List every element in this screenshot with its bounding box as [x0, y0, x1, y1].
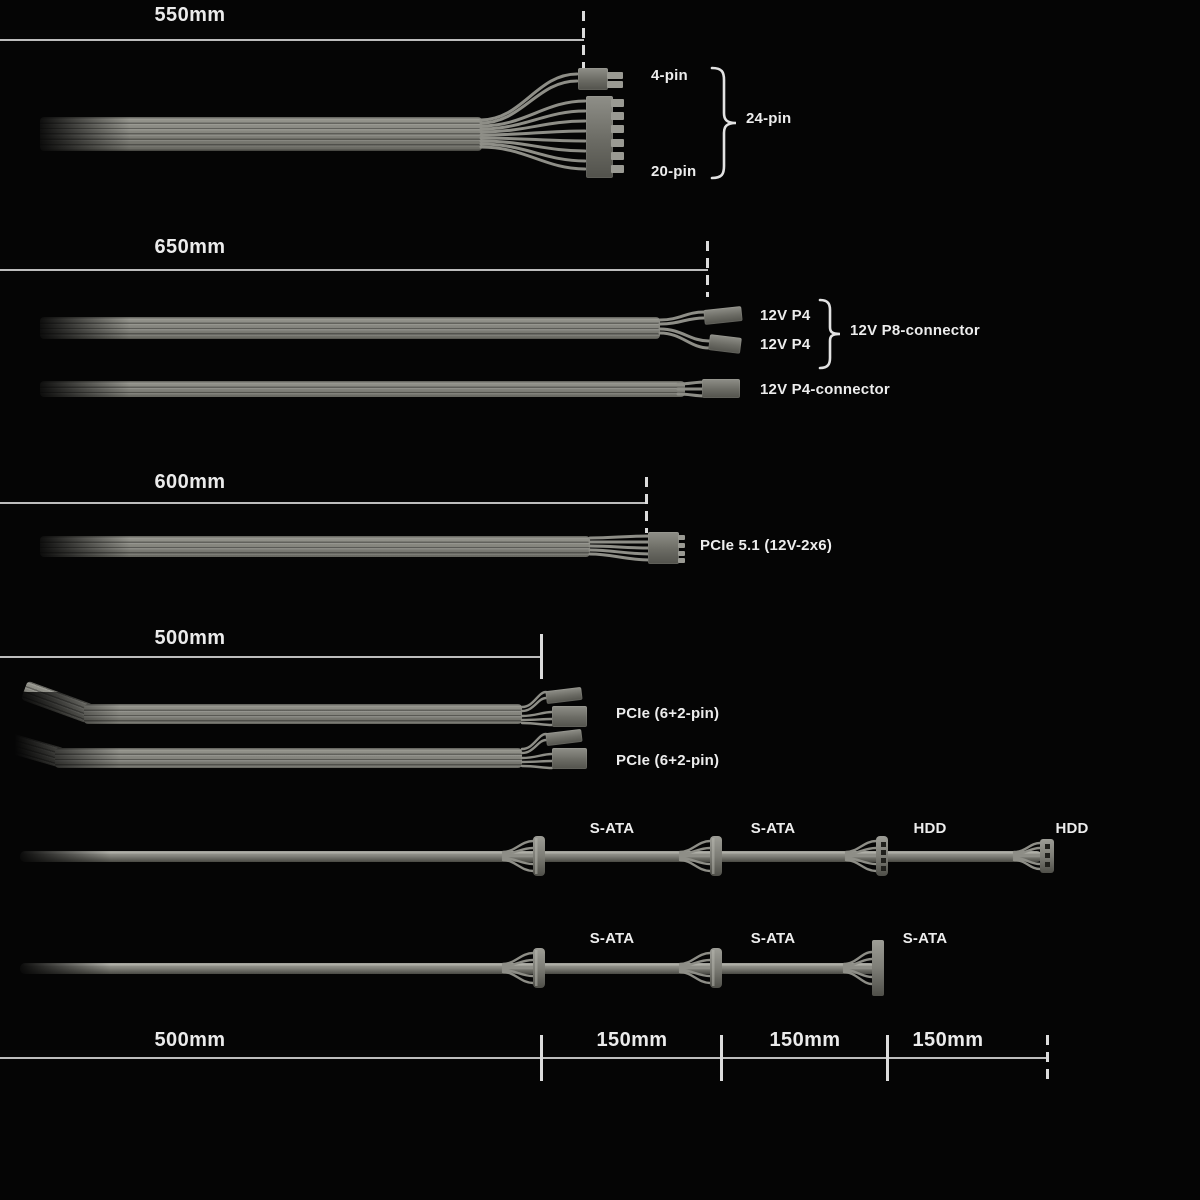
atx-20pin-connector [586, 96, 613, 178]
scale-tick-3 [886, 1035, 889, 1081]
atx-4pin-label: 4-pin [651, 67, 688, 84]
pcie51-pin [678, 535, 685, 540]
pcie51-connector-label: PCIe 5.1 (12V-2x6) [700, 537, 833, 554]
atx-4pin-pin [607, 72, 623, 79]
cpu-p8-cable-fade [20, 312, 130, 344]
scale-seg-150mm-1: 150mm [596, 1029, 668, 1051]
pcie-cable2 [55, 748, 522, 768]
cpu-p4-cable [40, 381, 685, 397]
pcie51-cable-fade [20, 531, 130, 561]
cpu-p4-top-label: 12V P4 [760, 307, 811, 324]
cpu-p8-group-label: 12V P8-connector [850, 322, 980, 339]
scale-seg-150mm-3: 150mm [912, 1029, 984, 1051]
chain2-sata-label-2: S-ATA [750, 930, 796, 947]
chain2-sata-label-3: S-ATA [902, 930, 948, 947]
cpu-p8-cable [40, 317, 660, 339]
cpu-measure-line [0, 269, 708, 271]
pcie-cable1-2pin-connector [545, 687, 582, 704]
atx-20pin-pin [611, 99, 624, 107]
atx-20pin-label: 20-pin [651, 163, 697, 180]
scale-tick-2 [720, 1035, 723, 1081]
pcie-measure-tick [540, 634, 543, 679]
pcie51-connector [648, 532, 679, 564]
scale-seg-500mm: 500mm [154, 1029, 226, 1051]
atx-20pin-pin [611, 125, 624, 133]
cpu-p8-brace [818, 296, 844, 372]
pcie51-length-label: 600mm [154, 471, 226, 493]
cpu-p4-bottom-label: 12V P4 [760, 336, 811, 353]
chain1-hdd-label-1: HDD [913, 820, 947, 837]
scale-tick-1 [540, 1035, 543, 1081]
atx-4pin-connector [578, 68, 608, 90]
pcie-cable1 [84, 704, 522, 724]
pcie-cable2-6pin-connector [552, 748, 587, 769]
atx-length-label: 550mm [154, 4, 226, 26]
cpu-p4-connector-top [703, 306, 742, 325]
pcie51-measure-line [0, 502, 647, 504]
pcie51-measure-tick [645, 477, 648, 533]
chain1-sata-label-2: S-ATA [750, 820, 796, 837]
atx-20pin-pin [611, 152, 624, 160]
pcie-cables-fade [0, 692, 120, 782]
pcie-cable1-label: PCIe (6+2-pin) [616, 705, 720, 722]
atx-24pin-label: 24-pin [746, 110, 792, 127]
pcie-length-label: 500mm [154, 627, 226, 649]
atx-20pin-pin [611, 165, 624, 173]
cpu-p4-single-connector [702, 379, 740, 398]
scale-seg-150mm-2: 150mm [769, 1029, 841, 1051]
chain2-sata-label-1: S-ATA [589, 930, 635, 947]
pcie51-fanout-wires [583, 528, 655, 568]
pcie-cable2-label: PCIe (6+2-pin) [616, 752, 720, 769]
chain1-hdd-label-2: HDD [1055, 820, 1089, 837]
scale-tick-end [1046, 1035, 1049, 1081]
cpu-p4-cable-fade [20, 377, 130, 401]
atx-20pin-pin [611, 112, 624, 120]
pcie51-pin [678, 543, 685, 548]
atx-24pin-brace [710, 64, 740, 182]
pcie51-pin [678, 558, 685, 563]
cpu-measure-tick [706, 241, 709, 297]
cpu-length-label: 650mm [154, 236, 226, 258]
chain1-sata-label-1: S-ATA [589, 820, 635, 837]
pcie-measure-line [0, 656, 543, 658]
pcie-cable2-2pin-connector [545, 729, 582, 746]
atx-4pin-pin [607, 81, 623, 88]
pcie51-pin [678, 551, 685, 556]
atx-cable-fade [20, 112, 130, 158]
atx-20pin-pin [611, 139, 624, 147]
pcie-cable1-6pin-connector [552, 706, 587, 727]
cpu-p4-single-label: 12V P4-connector [760, 381, 890, 398]
scale-line [0, 1057, 1049, 1059]
atx-measure-line [0, 39, 584, 41]
